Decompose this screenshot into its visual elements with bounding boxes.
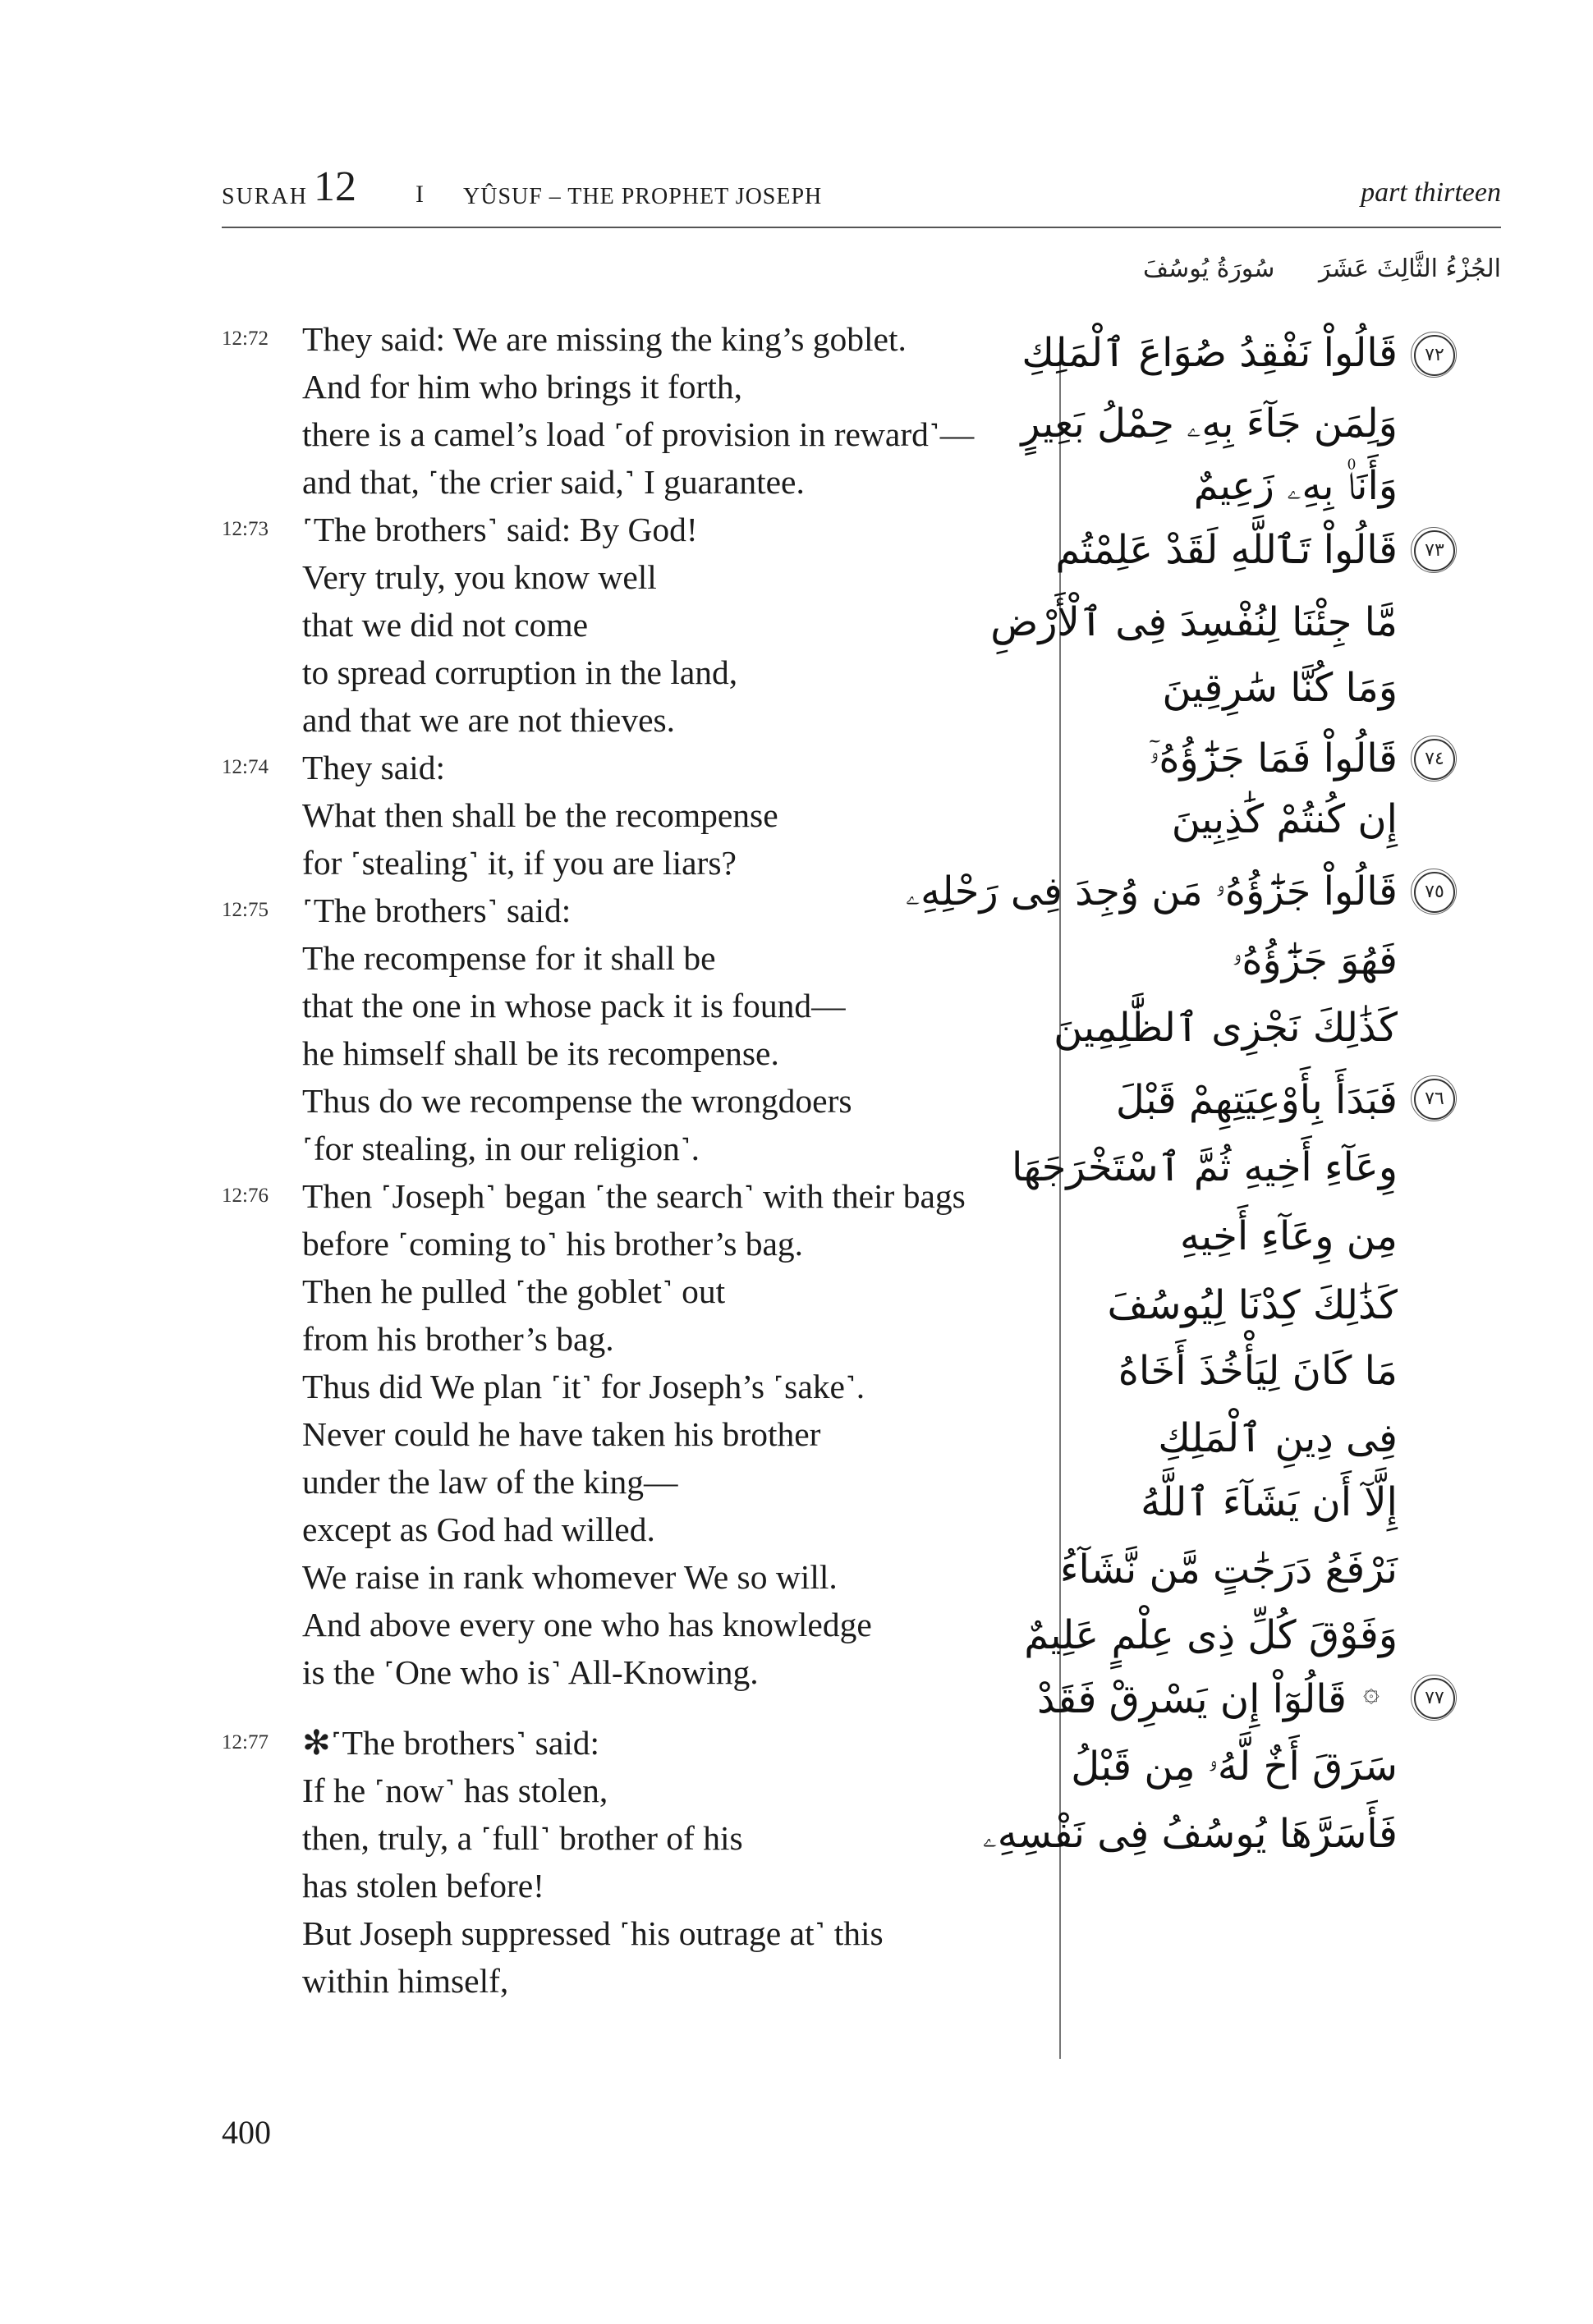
translation-line: there is a camel’s load ˹of provision in reward˺— <box>302 415 975 453</box>
translation-line: ˹The brothers˺ said: By God! <box>302 511 698 548</box>
translation-line: and that, ˹the crier said,˺ I guarantee. <box>302 463 805 501</box>
translation-line: has stolen before! <box>302 1867 544 1905</box>
header-separator: I <box>415 181 424 208</box>
arabic-line: فَبَدَأَ بِأَوْعِيَتِهِمْ قَبْلَ <box>1115 1077 1398 1123</box>
arabic-line: فَهُوَ جَزَٰٓؤُهُۥ <box>1232 937 1398 983</box>
translation-line: is the ˹One who is˺ All-Knowing. <box>302 1653 759 1691</box>
arabic-line: قَالُواْ فَمَا جَزَٰٓؤُهُۥٓ <box>1149 736 1398 782</box>
translation-line: and that we are not thieves. <box>302 701 676 739</box>
hizb-star: ۞ <box>1363 1675 1380 1708</box>
translation-line: to spread corruption in the land, <box>302 653 738 691</box>
verse-number: 12:76 <box>222 1185 269 1207</box>
arabic-line: إِن كُنتُمْ كَٰذِبِينَ <box>1171 796 1398 842</box>
page-number: 400 <box>222 2114 271 2151</box>
translation-line: under the law of the king— <box>302 1463 678 1501</box>
translation-line: Thus did We plan ˹it˺ for Joseph’s ˹sake˺. <box>302 1368 865 1405</box>
verse-number: 12:74 <box>222 756 269 778</box>
verse-marker: ٧٤ <box>1414 739 1455 780</box>
translation-line: If he ˹now˺ has stolen, <box>302 1772 608 1809</box>
arabic-line: قَالُواْ جَزَٰٓؤُهُۥ مَن وُجِدَ فِى رَحْلِهِۦ <box>905 869 1398 914</box>
arabic-line: وَلِمَن جَآءَ بِهِۦ حِمْلُ بَعِيرٍ <box>1021 401 1398 447</box>
arabic-line: مِن وِعَآءِ أَخِيهِ <box>1179 1213 1398 1259</box>
translation-line: within himself, <box>302 1962 509 2000</box>
part-label: part thirteen <box>1361 177 1501 208</box>
translation-line: What then shall be the recompense <box>302 796 778 834</box>
arabic-line: قَالُواْ نَفْقِدُ صُوَاعَ ٱلْمَلِكِ <box>1021 330 1398 376</box>
verse-marker: ٧٦ <box>1414 1079 1455 1120</box>
translation-line: Never could he have taken his brother <box>302 1415 821 1453</box>
arabic-line: وَفَوْقَ كُلِّ ذِى عِلْمٍ عَلِيمٌ <box>1024 1612 1398 1658</box>
verse-number: 12:73 <box>222 518 269 540</box>
surah-title: YÛSUF – THE PROPHET JOSEPH <box>463 184 823 209</box>
verse-marker: ٧٥ <box>1414 872 1455 913</box>
arabic-line: قَالُوٓاْ إِن يَسْرِقْ فَقَدْ <box>1036 1676 1347 1722</box>
translation-line: ˹for stealing, in our religion˺. <box>302 1130 700 1167</box>
arabic-surah-heading: سُورَةُ يُوسُفَ <box>1143 254 1275 283</box>
arabic-line: وَأَنَا۠ بِهِۦ زَعِيمٌ <box>1193 463 1398 509</box>
translation-line: They said: <box>302 749 446 786</box>
header-rule <box>222 227 1501 228</box>
translation-line: But Joseph suppressed ˹his outrage at˺ this <box>302 1914 884 1952</box>
surah-label: SURAH <box>222 184 308 209</box>
verse-number: 12:77 <box>222 1731 269 1753</box>
arabic-line: قَالُواْ تَٱللَّهِ لَقَدْ عَلِمْتُم <box>1055 527 1398 573</box>
translation-line: We raise in rank whomever We so will. <box>302 1558 838 1596</box>
translation-line: And for him who brings it forth, <box>302 368 742 406</box>
translation-line: he himself shall be its recompense. <box>302 1034 779 1072</box>
translation-line: They said: We are missing the king’s goblet. <box>302 320 907 358</box>
verse-marker: ٧٧ <box>1414 1678 1455 1719</box>
verse-number: 12:75 <box>222 899 269 921</box>
verse-marker: ٧٢ <box>1414 335 1455 376</box>
translation-line: that we did not come <box>302 606 589 644</box>
arabic-part-heading: الجُزْءُ الثَّالِثَ عَشَرَ <box>1318 254 1501 283</box>
translation-line: then, truly, a ˹full˺ brother of his <box>302 1819 743 1857</box>
surah-number: 12 <box>314 163 356 210</box>
arabic-line: سَرَقَ أَخٌ لَّهُۥ مِن قَبْلُ <box>1071 1744 1398 1790</box>
translation-line: The recompense for it shall be <box>302 939 716 977</box>
arabic-line: نَرْفَعُ دَرَجَٰتٍ مَّن نَّشَآءُ <box>1059 1547 1398 1593</box>
translation-line: from his brother’s bag. <box>302 1320 614 1358</box>
arabic-line: مَّا جِئْنَا لِنُفْسِدَ فِى ٱلْأَرْضِ <box>990 599 1398 645</box>
arabic-line: كَذَٰلِكَ كِدْنَا لِيُوسُفَ <box>1107 1282 1398 1328</box>
translation-line: ✻˹The brothers˺ said: <box>302 1724 600 1762</box>
verse-number: 12:72 <box>222 328 269 350</box>
translation-line: for ˹stealing˺ it, if you are liars? <box>302 844 737 882</box>
translation-line: Then ˹Joseph˺ began ˹the search˺ with their bags <box>302 1177 966 1215</box>
arabic-line: فِى دِينِ ٱلْمَلِكِ <box>1158 1415 1398 1461</box>
arabic-line: فَأَسَرَّهَا يُوسُفُ فِى نَفْسِهِۦ <box>982 1811 1398 1857</box>
arabic-line: كَذَٰلِكَ نَجْزِى ٱلظَّٰلِمِينَ <box>1054 1005 1398 1051</box>
running-header <box>222 163 1501 228</box>
verse-marker: ٧٣ <box>1414 530 1455 571</box>
arabic-line: وَمَا كُنَّا سَٰرِقِينَ <box>1162 665 1398 711</box>
arabic-line: وِعَآءِ أَخِيهِ ثُمَّ ٱسْتَخْرَجَهَا <box>1011 1144 1398 1190</box>
translation-line: ˹The brothers˺ said: <box>302 892 572 929</box>
translation-line: And above every one who has knowledge <box>302 1606 872 1643</box>
translation-line: except as God had willed. <box>302 1510 655 1548</box>
translation-line: Then he pulled ˹the goblet˺ out <box>302 1272 726 1310</box>
arabic-line: إِلَّآ أَن يَشَآءَ ٱللَّهُ <box>1141 1479 1398 1525</box>
arabic-line: مَا كَانَ لِيَأْخُذَ أَخَاهُ <box>1118 1348 1398 1394</box>
translation-line: before ˹coming to˺ his brother’s bag. <box>302 1225 804 1263</box>
translation-line: that the one in whose pack it is found— <box>302 987 846 1024</box>
translation-line: Very truly, you know well <box>302 558 657 596</box>
translation-line: Thus do we recompense the wrongdoers <box>302 1082 852 1120</box>
